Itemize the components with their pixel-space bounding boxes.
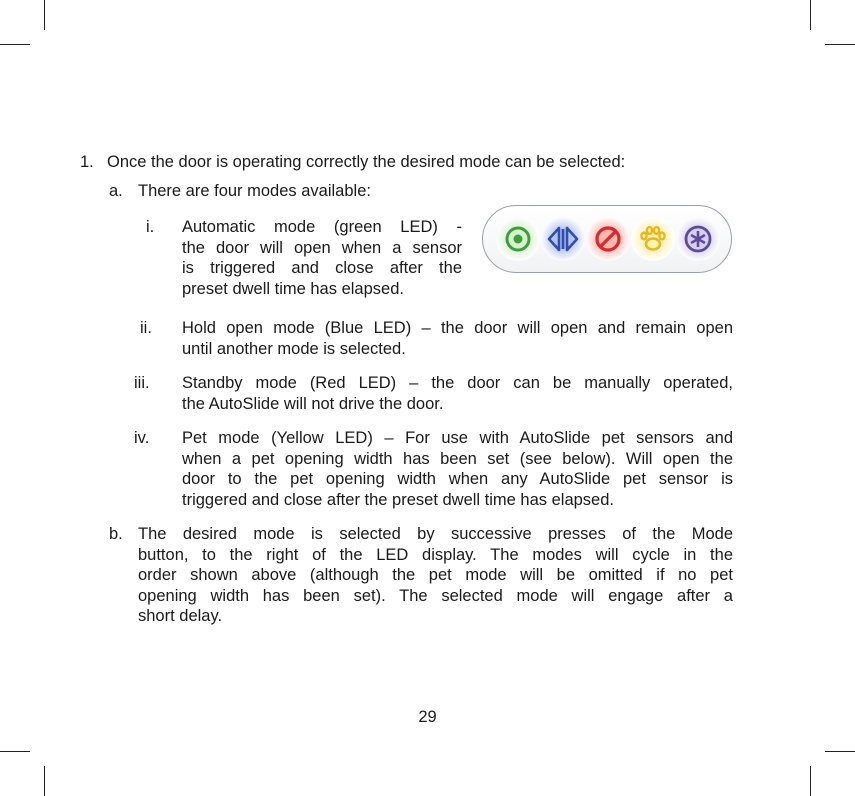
item-numeral: iii. — [134, 374, 150, 392]
paragraph-line: the AutoSlide will not drive the door. — [182, 394, 444, 413]
crop-mark-bottom-right-horizontal — [825, 751, 855, 752]
paragraph-line: Automatic mode (green LED) - — [182, 218, 462, 236]
led-mode-panel — [482, 205, 732, 273]
mode-button-icon — [676, 217, 720, 261]
paragraph-line: until another mode is selected. — [182, 339, 406, 358]
item-paragraph — [182, 373, 733, 414]
paragraph-line: is triggered and close after the — [182, 259, 462, 277]
paragraph-line: The desired mode is selected by successive presses of the Mode — [138, 525, 733, 543]
paragraph-line: triggered and close after the preset dwell time has elapsed. — [182, 490, 614, 509]
item-paragraph — [182, 318, 733, 359]
item-paragraph — [182, 217, 462, 299]
item-text: Once the door is operating correctly the desired mode can be selected: — [107, 153, 626, 171]
paragraph-line: Standby mode (Red LED) – the door can be manually operated, — [182, 374, 733, 392]
paragraph-line: short delay. — [138, 607, 223, 625]
item-paragraph — [138, 524, 733, 627]
item-numeral: ii. — [140, 319, 152, 337]
item-numeral: iv. — [134, 429, 150, 447]
automatic-mode-icon — [496, 217, 540, 261]
paragraph-line: order shown above (although the pet mode will be omitted if no pet — [138, 566, 733, 584]
paragraph-line: opening width has been set). The selected mode will engage after a — [138, 586, 733, 605]
pet-mode-icon — [631, 217, 675, 261]
paragraph-line: Pet mode (Yellow LED) – For use with AutoSlide pet sensors and — [182, 429, 733, 447]
crop-mark-top-right-horizontal — [825, 44, 855, 45]
crop-mark-bottom-left-vertical — [44, 766, 45, 796]
paragraph-line: door to the pet opening width when any AutoSlide pet sensor is — [182, 470, 733, 488]
paragraph-line: preset dwell time has elapsed. — [182, 279, 404, 298]
item-letter: a. — [109, 182, 123, 200]
item-number: 1. — [80, 153, 94, 171]
paragraph-line: when a pet opening width has been set (see below). Will open the — [182, 449, 733, 468]
hold-open-mode-icon — [541, 217, 585, 261]
standby-mode-icon — [586, 217, 630, 261]
item-paragraph — [182, 428, 733, 510]
crop-mark-top-right-vertical — [810, 0, 811, 30]
page-number: 29 — [418, 708, 437, 726]
crop-mark-top-left-vertical — [44, 0, 45, 30]
paragraph-line: Hold open mode (Blue LED) – the door will open and remain open — [182, 319, 733, 337]
item-numeral: i. — [146, 218, 155, 236]
crop-mark-bottom-left-horizontal — [0, 751, 30, 752]
crop-mark-bottom-right-vertical — [810, 766, 811, 796]
item-text: There are four modes available: — [138, 182, 371, 200]
item-letter: b. — [109, 525, 123, 543]
paragraph-line: the door will open when a sensor — [182, 238, 462, 257]
paragraph-line: button, to the right of the LED display. The modes will cycle in the — [138, 545, 733, 564]
crop-mark-top-left-horizontal — [0, 44, 30, 45]
